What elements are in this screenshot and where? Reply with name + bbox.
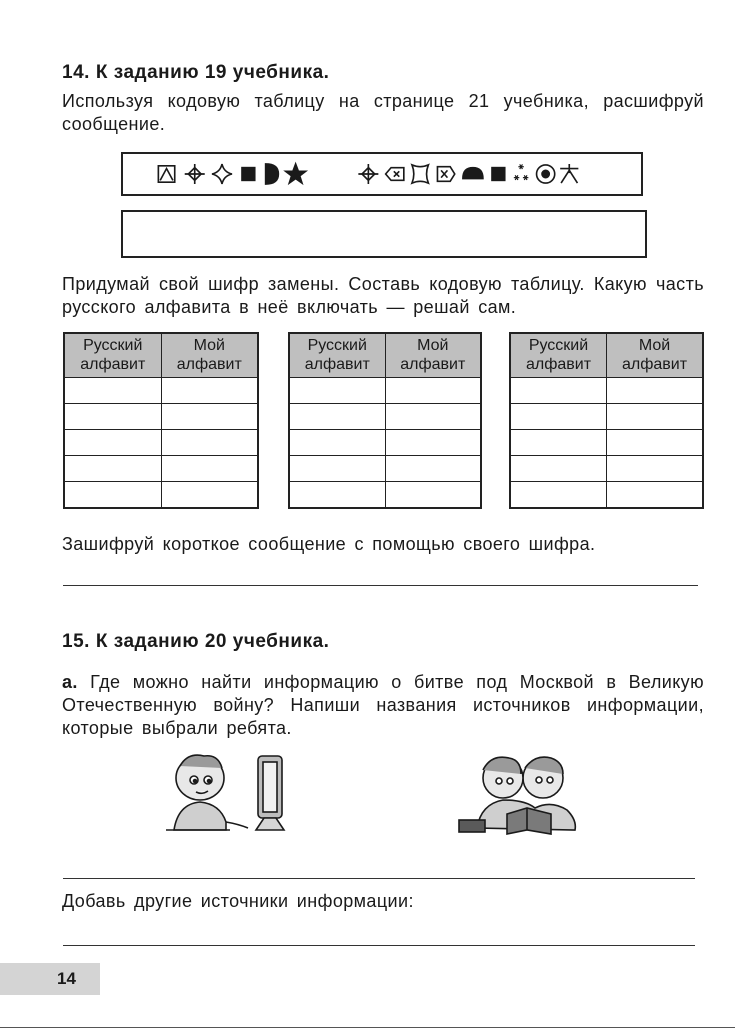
header-russian-alphabet: Русский алфавит [510,333,607,378]
concave-square-icon [412,165,428,183]
table-cell[interactable] [161,378,258,404]
header-my-alphabet: Мой алфавит [161,333,258,378]
encrypted-message-line[interactable] [63,585,698,586]
task-15-number: 15. [62,631,90,652]
table-row [510,378,703,404]
header-russian-alphabet: Русский алфавит [289,333,385,378]
table-cell[interactable] [64,404,161,430]
task-15-title [62,631,329,653]
black-square-icon [242,168,255,181]
crosshair-diamond-icon [185,164,205,184]
table-cell[interactable] [510,456,607,482]
table-row [64,456,258,482]
table-cell[interactable] [289,404,385,430]
table-cell[interactable] [289,456,385,482]
table-cell[interactable] [64,378,161,404]
table-cell[interactable] [510,430,607,456]
other-sources-line[interactable] [63,945,695,946]
table-cell[interactable] [289,430,385,456]
table-cell[interactable] [510,482,607,509]
four-point-star-icon [212,164,232,184]
table-row [64,482,258,509]
table-cell[interactable] [64,430,161,456]
table-cell[interactable] [607,404,704,430]
table-cell[interactable] [510,378,607,404]
table-cell[interactable] [607,482,704,509]
header-my-alphabet: Мой алфавит [607,333,704,378]
box-x-arrow-icon [437,167,454,182]
crosshair-diamond-icon [358,164,378,184]
asterisk-cross-icon [560,164,578,183]
decoded-answer-box[interactable] [121,210,647,258]
table-row [510,456,703,482]
table-cell[interactable] [385,430,481,456]
table-cell[interactable] [385,456,481,482]
black-half-circle-icon [266,164,279,184]
black-star-icon [286,164,306,183]
table-cell[interactable] [161,404,258,430]
circled-dot-icon [537,165,555,183]
code-table-1 [63,332,259,509]
header-russian-alphabet: Русский алфавит [64,333,161,378]
table-cell[interactable] [64,456,161,482]
table-cell[interactable] [161,456,258,482]
black-dome-icon [463,168,483,179]
black-square-icon [492,168,505,181]
table-cell[interactable] [385,482,481,509]
table-cell[interactable] [607,456,704,482]
boy-computer-illustration [160,748,300,836]
bottom-rule [0,1027,735,1028]
task-15a-text [62,671,704,740]
table-row [289,482,481,509]
page-number-band [0,963,100,995]
code-table-3 [509,332,704,509]
table-row [510,404,703,430]
asterisks-icon [514,164,529,180]
header-my-alphabet: Мой алфавит [385,333,481,378]
backspace-x-icon [386,168,404,181]
table-cell[interactable] [289,378,385,404]
table-row [510,482,703,509]
table-row [64,404,258,430]
encrypt-instruction: Зашифруй короткое сообщение с помощью своего шифра. [62,534,596,554]
task-14-heading: К заданию 19 учебника. [95,62,330,83]
table-cell[interactable] [64,482,161,509]
task-14-number: 14. [62,62,90,83]
table-cell[interactable] [385,378,481,404]
task-14-title [62,62,329,84]
page-number: 14 [57,969,76,988]
add-sources-prompt: Добавь другие источники информации: [62,891,414,911]
table-cell[interactable] [385,404,481,430]
task-15-heading: К заданию 20 учебника. [95,631,330,652]
table-cell[interactable] [289,482,385,509]
table-row [289,404,481,430]
boys-reading-illustration [455,748,585,838]
create-cipher-instruction: Придумай свой шифр замены. Составь кодовую таблицу. Какую часть русского алфавита в неё включать — решай сам. [62,274,704,317]
sources-answer-line[interactable] [63,878,695,879]
table-cell[interactable] [607,430,704,456]
table-cell[interactable] [161,482,258,509]
table-row [289,456,481,482]
table-cell[interactable] [607,378,704,404]
cipher-message-box [121,152,643,196]
part-a-question: Где можно найти информацию о битве под Москвой в Великую Отечественную войну? Напиши названия источников информации, которые выбрали ребята. [62,672,704,738]
table-row [289,378,481,404]
table-cell[interactable] [510,404,607,430]
part-a-label: а. [62,672,78,692]
task-14-instruction: Используя кодовую таблицу на странице 21 учебника, расшифруй сообщение. [62,91,704,134]
table-cell[interactable] [161,430,258,456]
table-row [289,430,481,456]
table-row [510,430,703,456]
square-triangle-icon [158,166,174,182]
code-table-2 [288,332,482,509]
cipher-symbols [123,154,641,194]
table-row [64,430,258,456]
table-row [64,378,258,404]
